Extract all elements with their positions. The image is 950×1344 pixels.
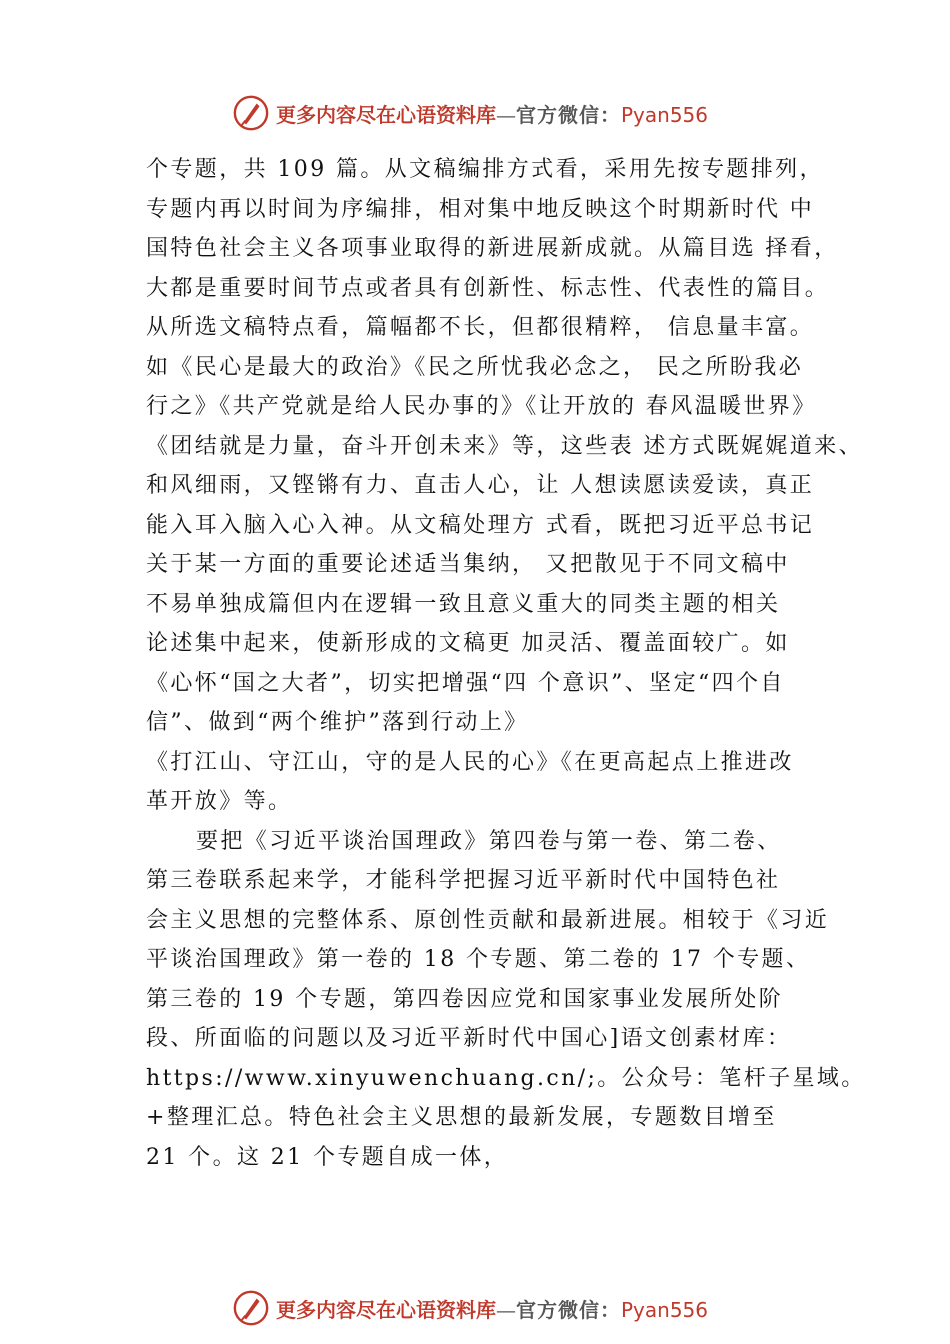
banner-wechat-label: 官方微信：: [516, 1297, 621, 1322]
text-line: 第三卷的 19 个专题，第四卷因应党和国家事业发展所处阶: [146, 986, 784, 1012]
banner-text: [276, 99, 708, 128]
banner-main: 更多内容尽在心语资料库: [276, 102, 496, 127]
text-line: 信”、做到“两个维护”落到行动上》: [146, 710, 529, 735]
text-line: https://www.xinyuwenchuang.cn/;。公众号：笔杆子星域。: [146, 1065, 866, 1091]
banner-wechat-label: 官方微信：: [516, 102, 621, 127]
text-line: 《团结就是力量，奋斗开创未来》等，这些表 述方式既娓娓道来、: [146, 433, 863, 459]
footer-banner: [232, 1288, 752, 1328]
text-line: 革开放》等。: [146, 789, 293, 814]
quill-logo-icon: [232, 94, 270, 132]
text-line: 专题内再以时间为序编排，相对集中地反映这个时期新时代 中: [146, 196, 815, 222]
text-line: 从所选文稿特点看，篇幅都不长，但都很精粹， 信息量丰富。: [146, 315, 815, 340]
banner-text: [276, 1294, 708, 1323]
text-line: 段、所面临的问题以及习近平新时代中国心]语文创素材库：: [146, 1026, 792, 1051]
text-line: +整理汇总。特色社会主义思想的最新发展，专题数目增至: [146, 1105, 777, 1130]
banner-main: 更多内容尽在心语资料库: [276, 1297, 496, 1322]
quill-logo-icon: [232, 1289, 270, 1327]
paragraph-start-line: 要把《习近平谈治国理政》第四卷与第一卷、第二卷、: [196, 828, 782, 854]
banner-dash: —: [496, 102, 516, 127]
text-line: 21 个。这 21 个专题自成一体，: [146, 1144, 509, 1170]
text-line: 《打江山、守江山，守的是人民的心》《在更高起点上推进改: [146, 749, 794, 775]
text-line: 第三卷联系起来学，才能科学把握习近平新时代中国特色社: [146, 868, 781, 893]
text-line: 关于某一方面的重要论述适当集纳， 又把散见于不同文稿中: [146, 552, 790, 577]
document-body: [146, 150, 866, 1177]
text-line: 如《民心是最大的政治》《民之所忧我必念之， 民之所盼我必: [146, 354, 804, 380]
header-banner: [232, 93, 752, 133]
text-line: 平谈治国理政》第一卷的 18 个专题、第二卷的 17 个专题、: [146, 947, 811, 972]
text-line: 能入耳入脑入心入神。从文稿处理方 式看，既把习近平总书记: [146, 512, 815, 538]
text-line: 大都是重要时间节点或者具有创新性、标志性、代表性的篇目。: [146, 275, 830, 301]
text-line: 国特色社会主义各项事业取得的新进展新成就。从篇目选 择看，: [146, 236, 839, 261]
banner-wechat-id: Pyan556: [621, 102, 709, 127]
text-line: 论述集中起来，使新形成的文稿更 加灵活、覆盖面较广。如: [146, 631, 790, 656]
text-line: 《心怀“国之大者”，切实把增强“四 个意识”、坚定“四个自: [146, 670, 785, 696]
text-line: 行之》《共产党就是给人民办事的》《让开放的 春风温暖世界》: [146, 394, 817, 419]
text-line: 个专题，共 109 篇。从文稿编排方式看，采用先按专题排列，: [146, 157, 824, 182]
text-line: 和风细雨，又铿锵有力、直击人心，让 人想读愿读爱读，真正: [146, 473, 815, 498]
text-line: 不易单独成篇但内在逻辑一致且意义重大的同类主题的相关: [146, 591, 781, 617]
text-line: 会主义思想的完整体系、原创性贡献和最新进展。相较于《习近: [146, 907, 830, 933]
banner-wechat-id: Pyan556: [621, 1297, 709, 1322]
banner-dash: —: [496, 1297, 516, 1322]
